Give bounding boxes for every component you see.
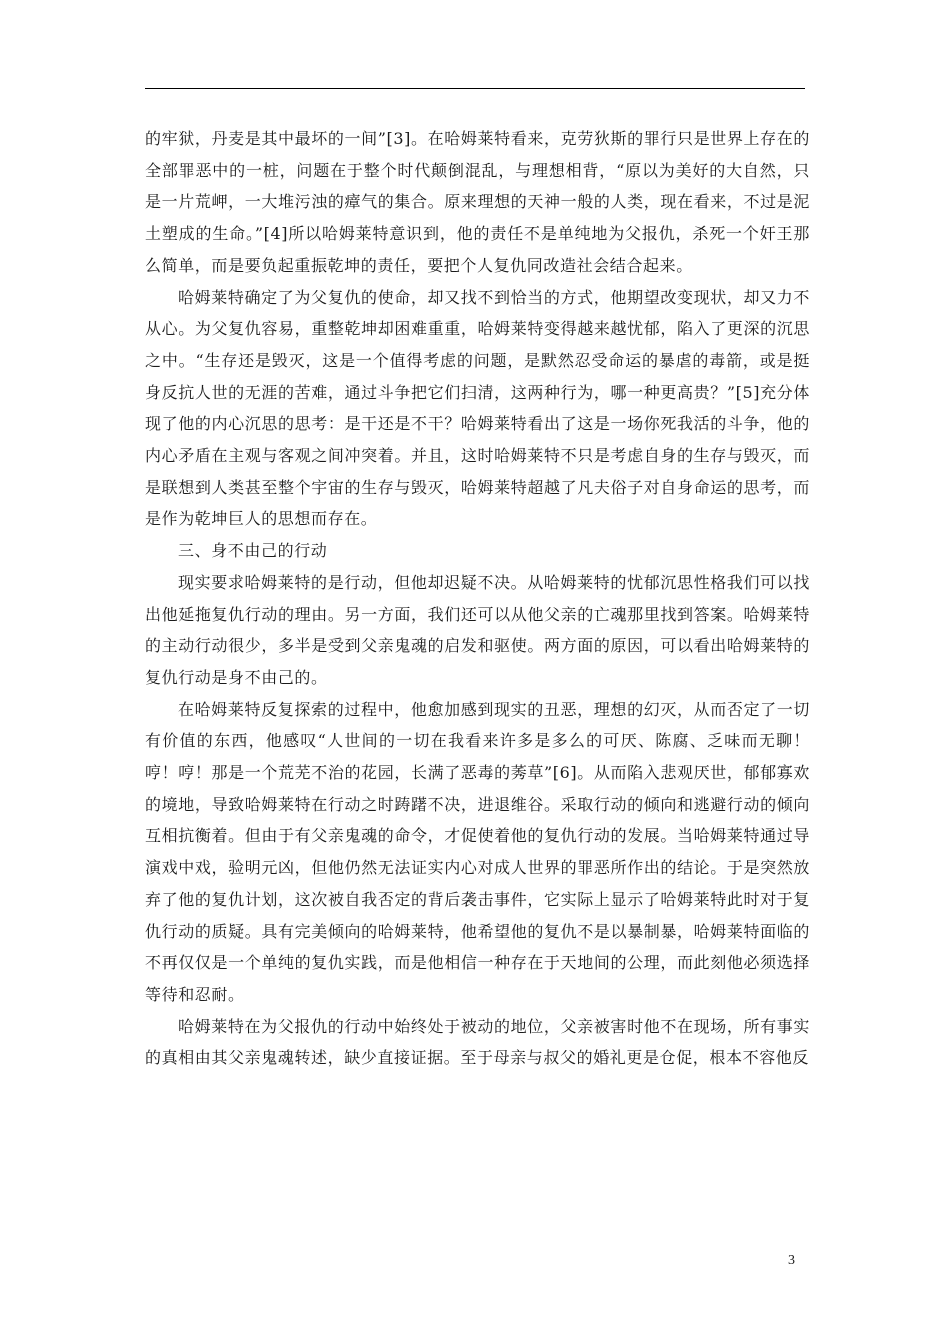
paragraph: 在哈姆莱特反复探索的过程中，他愈加感到现实的丑恶，理想的幻灭，从而否定了一切有价值的东西，他感叹“人世间的一切在我看来许多是多么的可厌、陈腐、乏味而无聊！哼！哼！那是一个荒芜不治的花园，长满了恶毒的莠草”[6]。从而陷入悲观厌世，郁郁寡欢的境地，导致哈姆莱特在行动之时踌躇不决，进退维谷。采取行动的倾向和逃避行动的倾向互相抗衡着。但由于有父亲鬼魂的命令，才促使着他的复仇行动的发展。当哈姆莱特通过导演戏中戏，验明元凶，但他仍然无法证实内心对成人世界的罪恶所作出的结论。于是突然放弃了他的复仇计划，这次被自我否定的背后袭击事件，它实际上显示了哈姆莱特此时对于复仇行动的质疑。具有完美倾向的哈姆莱特，他希望他的复仇不是以暴制暴，哈姆莱特面临的不再仅仅是一个单纯的复仇实践，而是他相信一种存在于天地间的公理，而此刻他必须选择等待和忍耐。 xyxy=(145,699,810,1004)
paragraph: 哈姆莱特在为父报仇的行动中始终处于被动的地位，父亲被害时他不在现场，所有事实的真相由其父亲鬼魂转述，缺少直接证据。至于母亲与叔父的婚礼更是仓促，根本不容他反 xyxy=(145,1016,810,1068)
header-rule xyxy=(145,88,805,89)
paragraph: 现实要求哈姆莱特的是行动，但他却迟疑不决。从哈姆莱特的忧郁沉思性格我们可以找出他延拖复仇行动的理由。另一方面，我们还可以从他父亲的亡魂那里找到答案。哈姆莱特的主动行动很少，多半是受到父亲鬼魂的启发和驱使。两方面的原因，可以看出哈姆莱特的复仇行动是身不由己的。 xyxy=(145,572,810,687)
page-number: 3 xyxy=(788,1253,795,1268)
paragraph: 哈姆莱特确定了为父复仇的使命，却又找不到恰当的方式，他期望改变现状，却又力不从心。为父复仇容易，重整乾坤却困难重重，哈姆莱特变得越来越忧郁，陷入了更深的沉思之中。“生存还是毁灭，这是一个值得考虑的问题，是默然忍受命运的暴虐的毒箭，或是挺身反抗人世的无涯的苦难，通过斗争把它们扫清，这两种行为，哪一种更高贵？”[5]充分体现了他的内心沉思的思考：是干还是不干？哈姆莱特看出了这是一场你死我活的斗争，他的内心矛盾在主观与客观之间冲突着。并且，这时哈姆莱特不只是考虑自身的生存与毁灭，而是联想到人类甚至整个宇宙的生存与毁灭，哈姆莱特超越了凡夫俗子对自身命运的思考，而是作为乾坤巨人的思想而存在。 xyxy=(145,287,810,529)
section-heading: 三、身不由己的行动 xyxy=(178,541,328,561)
paragraph-continuation: 的牢狱，丹麦是其中最坏的一间”[3]。在哈姆莱特看来，克劳狄斯的罪行只是世界上存在的全部罪恶中的一桩，问题在于整个时代颠倒混乱，与理想相背，“原以为美好的大自然，只是一片荒岬，一大堆污浊的瘴气的集合。原来理想的天神一般的人类，现在看来，不过是泥土塑成的生命。”[4]所以哈姆莱特意识到，他的责任不是单纯地为父报仇，杀死一个奸王那么简单，而是要负起重振乾坤的责任，要把个人复仇同改造社会结合起来。 xyxy=(145,129,810,275)
document-body xyxy=(145,123,810,1074)
